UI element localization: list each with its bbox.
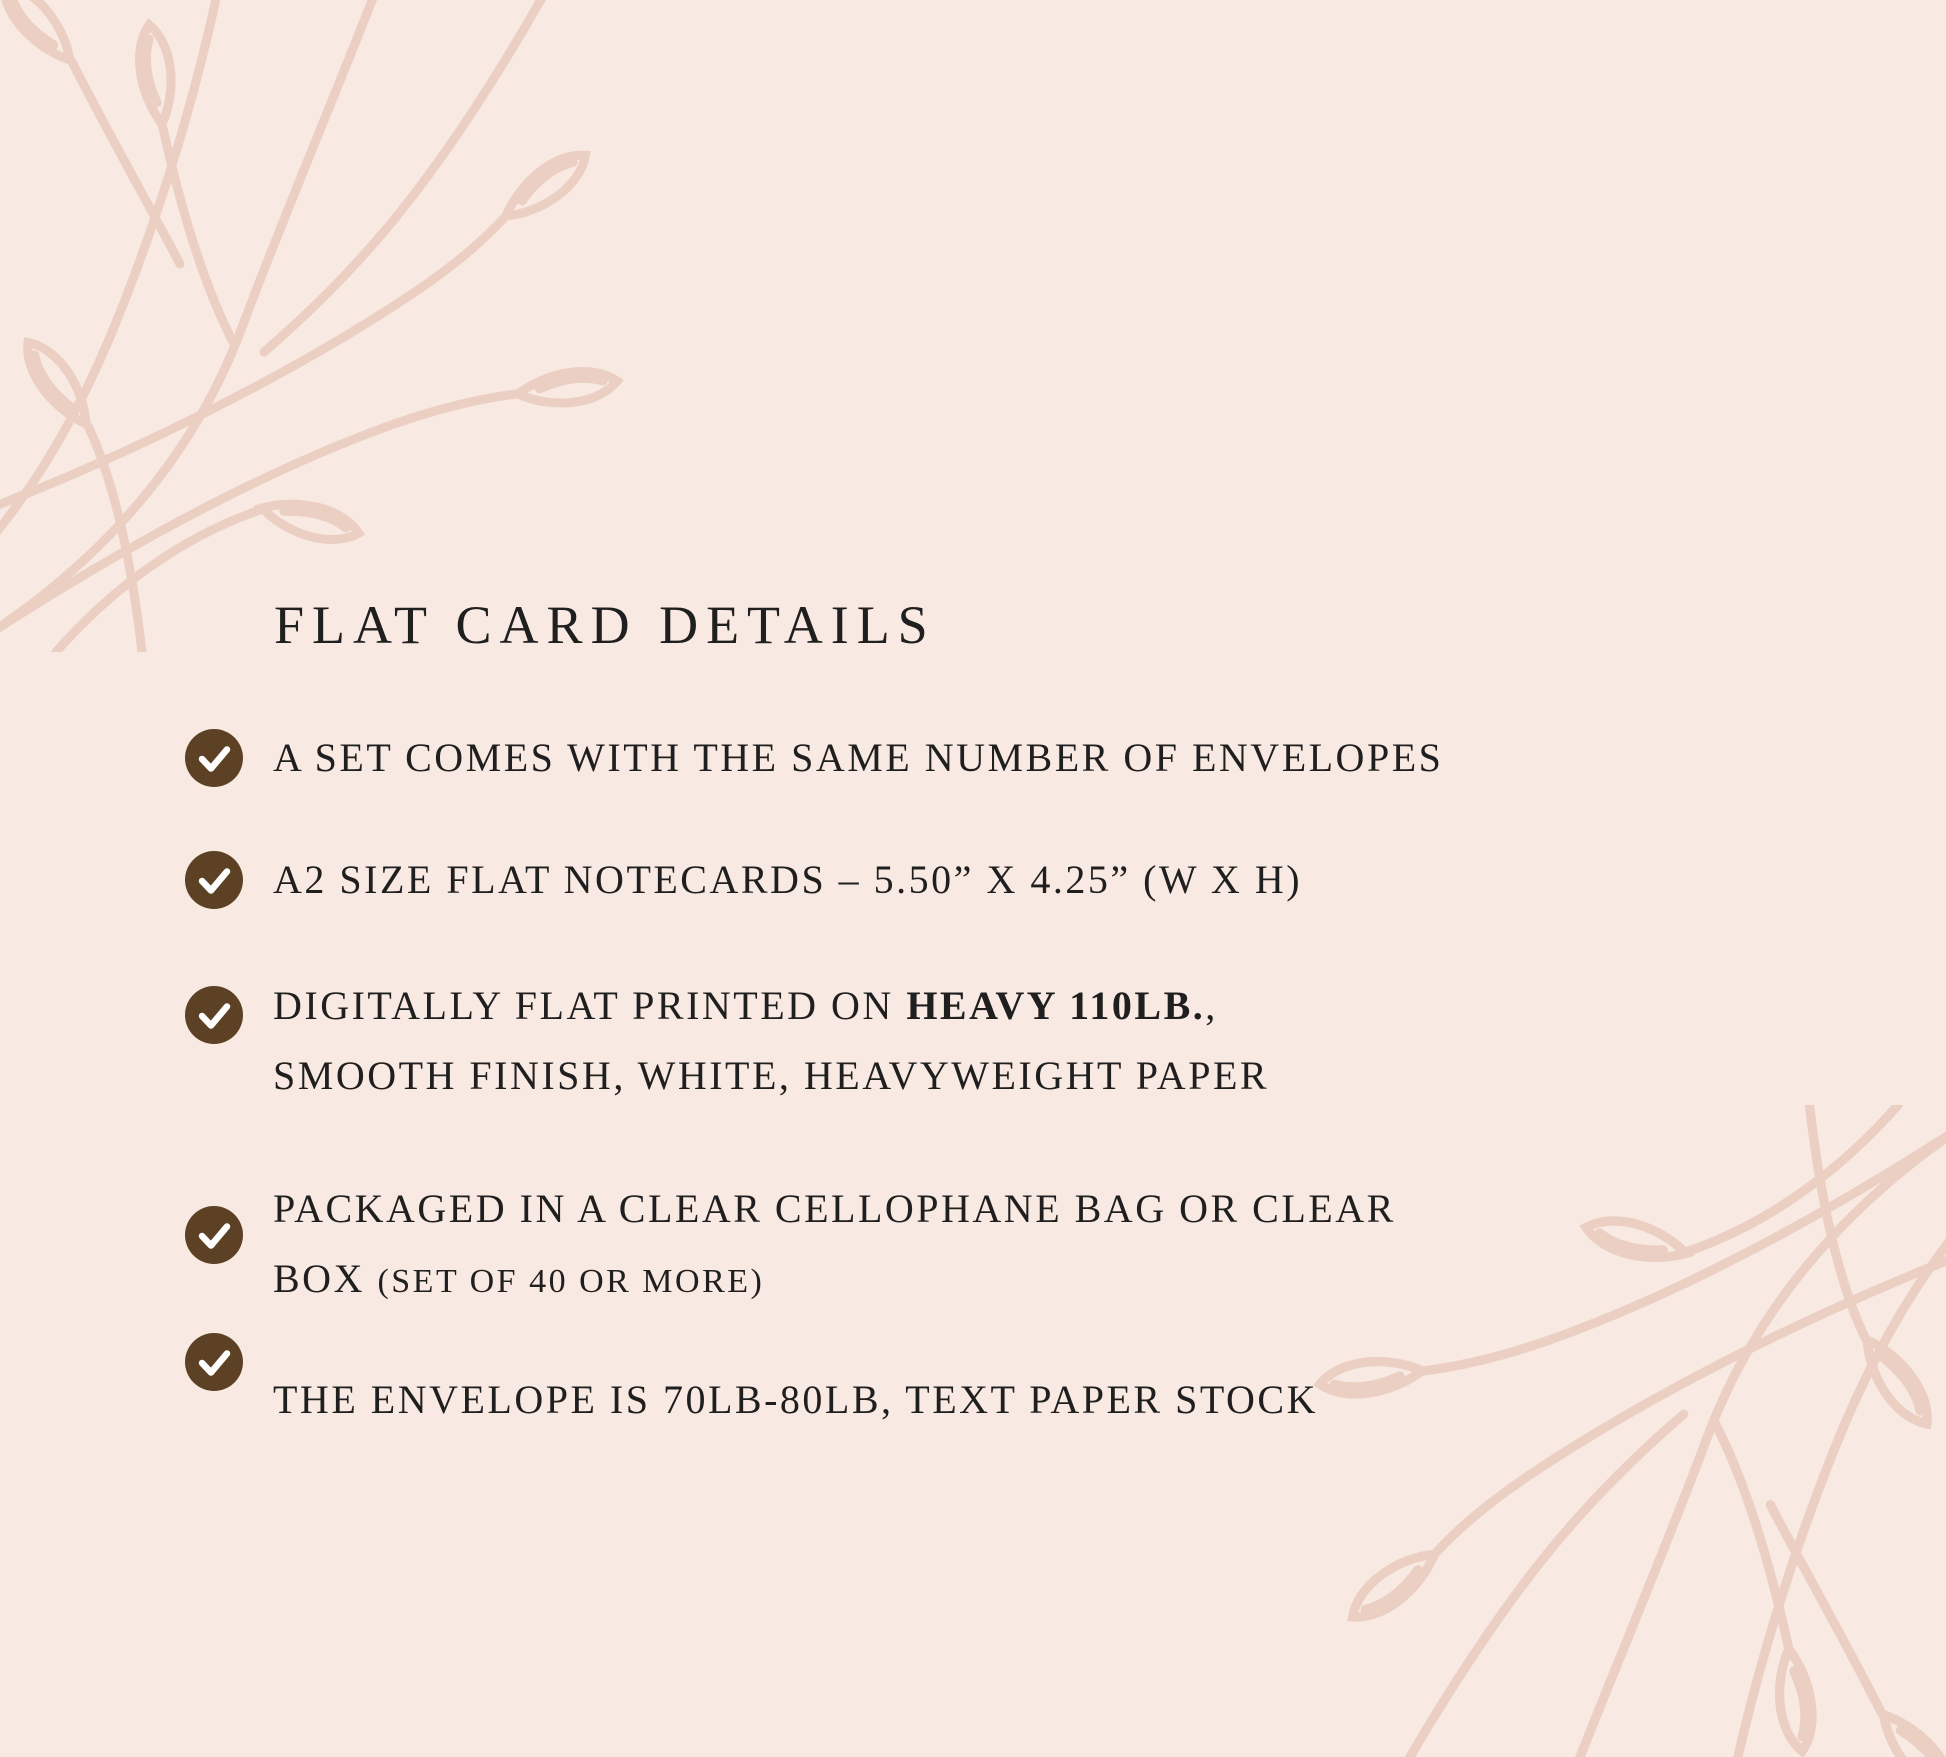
text-segment: , — [1205, 983, 1218, 1028]
branch-decoration-top-left-icon — [0, 0, 652, 652]
text-segment-bold: HEAVY 110LB. — [906, 983, 1206, 1028]
checklist-item — [273, 1377, 1318, 1423]
checklist-item-text — [273, 1244, 1396, 1317]
check-icon — [185, 851, 243, 909]
checklist-item — [273, 857, 1302, 903]
checklist-item-text — [273, 971, 1269, 1041]
check-icon — [185, 1333, 243, 1391]
check-icon — [185, 986, 243, 1044]
checklist-item-text: PACKAGED IN A CLEAR CELLOPHANE BAG OR CLEAR — [273, 1186, 1396, 1231]
text-segment: DIGITALLY FLAT PRINTED ON — [273, 983, 907, 1028]
checklist-item — [273, 735, 1443, 781]
checklist-item-text: A2 SIZE FLAT NOTECARDS – 5.50” X 4.25” (W X H) — [273, 857, 1303, 902]
checklist-item — [273, 1174, 1396, 1317]
checklist-item-text: A SET COMES WITH THE SAME NUMBER OF ENVELOPES — [273, 735, 1444, 780]
check-icon — [185, 1206, 243, 1264]
text-segment: BOX — [273, 1256, 378, 1301]
page-title: FLAT CARD DETAILS — [274, 595, 936, 655]
check-icon — [185, 729, 243, 787]
checklist-item-text: SMOOTH FINISH, WHITE, HEAVYWEIGHT PAPER — [273, 1053, 1270, 1098]
checklist-item — [273, 971, 1269, 1111]
checklist-item-text: THE ENVELOPE IS 70LB-80LB, TEXT PAPER STOCK — [273, 1377, 1318, 1422]
text-segment-small: (SET OF 40 OR MORE) — [377, 1263, 765, 1300]
